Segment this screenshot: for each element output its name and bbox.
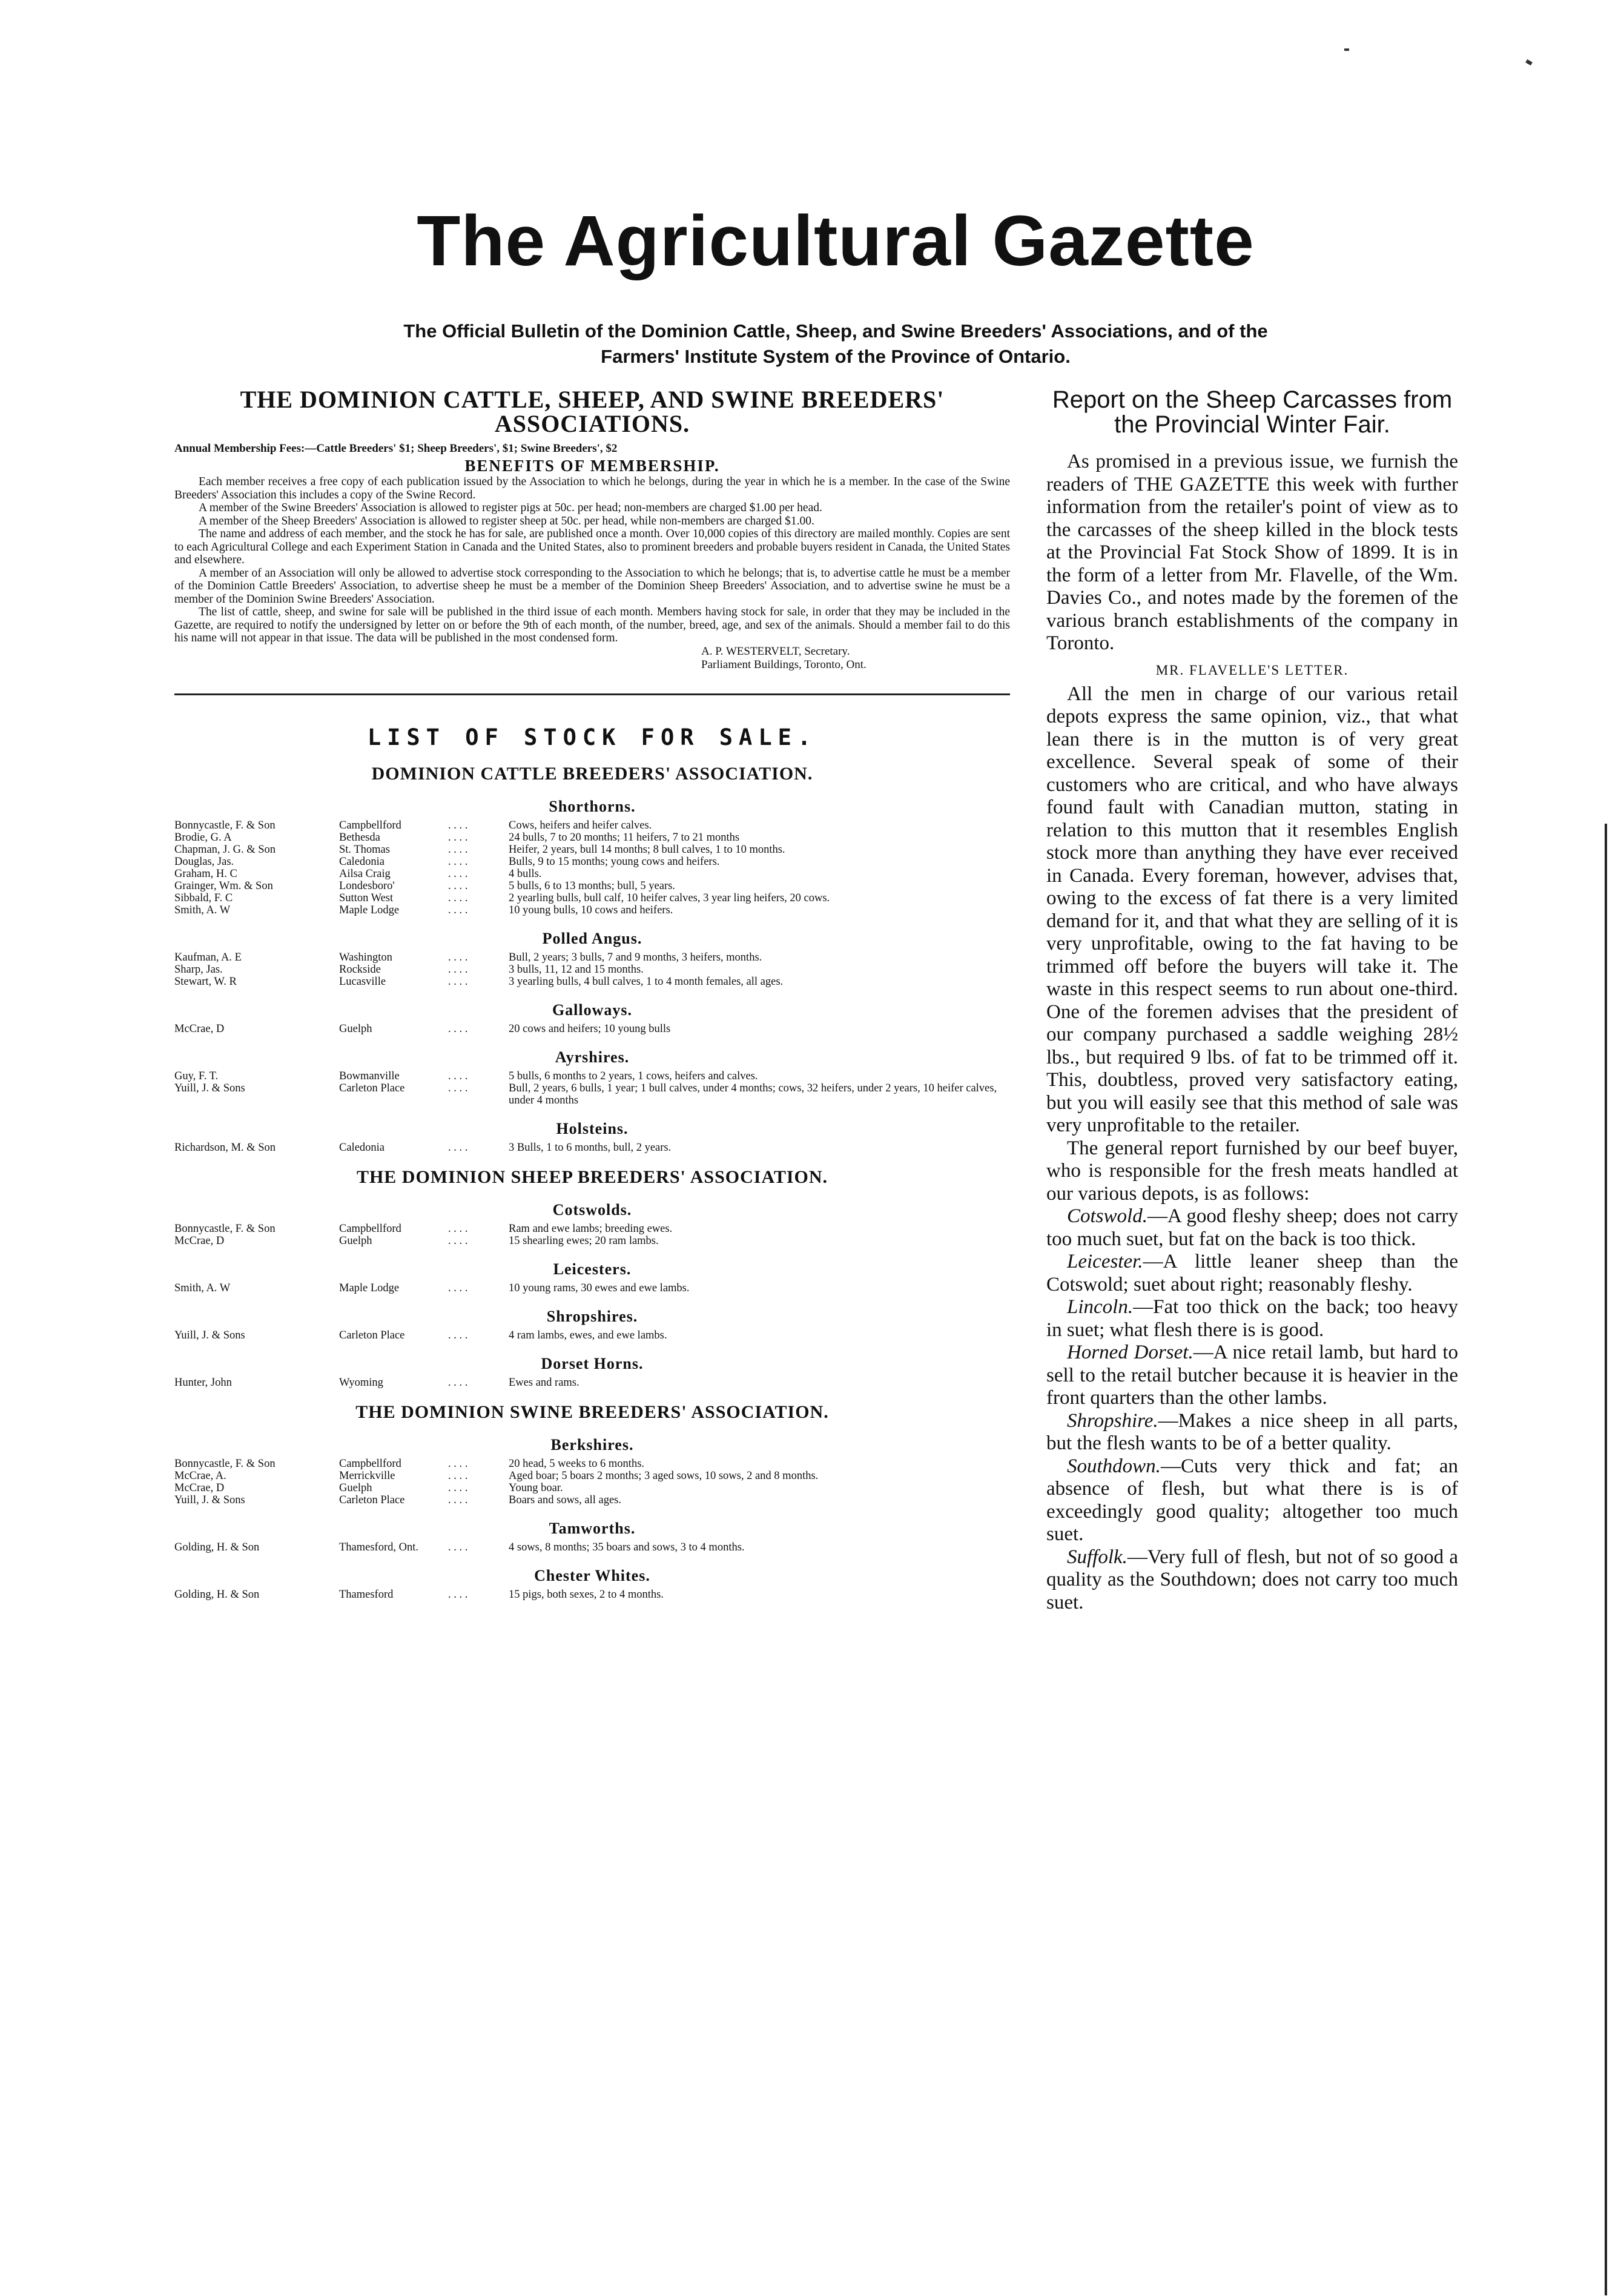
stock-description: Bull, 2 years, 6 bulls, 1 year; 1 bull calves, under 4 months; cows, 32 heifers, under 2 years, 10 heifer calves, under 4 months — [509, 1082, 997, 1107]
leader-dots: . . . . — [448, 879, 468, 892]
leader-dots: . . . . — [448, 855, 468, 868]
stock-description: Cows, heifers and heifer calves. — [509, 819, 652, 832]
town-name: Carleton Place — [339, 1082, 405, 1094]
town-name: Guelph — [339, 1022, 372, 1035]
stock-description: 20 head, 5 weeks to 6 months. — [509, 1457, 645, 1470]
breed-heading: Cotswolds. — [552, 1200, 632, 1219]
stock-description: 4 bulls. — [509, 867, 542, 880]
stock-row — [174, 1070, 1010, 1082]
breeder-name: McCrae, D — [174, 1234, 225, 1247]
stock-description: 15 shearling ewes; 20 ram lambs. — [509, 1234, 659, 1247]
breeder-name: Golding, H. & Son — [174, 1588, 260, 1601]
breed-note-text: —Very full of flesh, but not of so good a quality as the Southdown; does not carry too much suet. — [1046, 1546, 1458, 1613]
stock-description: 3 bulls, 11, 12 and 15 months. — [509, 963, 644, 976]
stock-row — [174, 819, 1010, 832]
breeder-name: Bonnycastle, F. & Son — [174, 1222, 276, 1235]
masthead-subtitle: The Official Bulletin of the Dominion Cattle, Sheep, and Swine Breeders' Associations, and of the Farmers' Institute System of the Province of Ontario. — [403, 320, 1268, 367]
town-name: Carleton Place — [339, 1329, 405, 1342]
breeder-name: Yuill, J. & Sons — [174, 1494, 245, 1506]
stock-description: 10 young rams, 30 ewes and ewe lambs. — [509, 1282, 690, 1294]
town-name: Campbellford — [339, 819, 401, 832]
breeder-name: McCrae, A. — [174, 1469, 226, 1482]
breed-heading: Shropshires. — [546, 1307, 638, 1325]
stock-row — [174, 868, 1010, 880]
breed-heading: Holsteins. — [556, 1119, 629, 1137]
stock-description: Heifer, 2 years, bull 14 months; 8 bull calves, 1 to 10 months. — [509, 843, 785, 856]
stock-row — [174, 964, 1010, 976]
breed-note-name: Leicester. — [1067, 1251, 1143, 1272]
town-name: Campbellford — [339, 1222, 401, 1235]
benefits-paragraph: Each member receives a free copy of each publication issued by the Association to which he belongs, during the year in which he is a member. In the case of the Swine Breeders' Association this includes a copy of the Swine Record. — [174, 475, 1010, 501]
benefits-paragraph: The list of cattle, sheep, and swine for sale will be published in the third issue of each month. Members having stock for sale, in order that they may be included in the Gazette, are required to notify the undersigned by letter on or before the 9th of each month, of the number, breed, age, and sex of the animals. Should a member fail to do this his name will not appear in that issue. The data will be published in the most condensed form. — [174, 606, 1010, 644]
stock-description: Boars and sows, all ages. — [509, 1494, 621, 1506]
article-intro: As promised in a previous issue, we furnish the readers of THE GAZETTE this week with further information from the retailer's point of view as to the carcasses of the sheep killed in the block tests at the Provincial Fat Stock Show of 1899. It is in the form of a letter from Mr. Flavelle, of the Wm. Davies Co., and notes made by the foremen of the various branch establishments of the company in Toronto. — [1046, 451, 1458, 654]
town-name: Thamesford, Ont. — [339, 1541, 419, 1553]
breed-note-text: —A little leaner sheep than the Cotswold; suet about right; reasonably fleshy. — [1046, 1251, 1458, 1295]
leader-dots: . . . . — [448, 1329, 468, 1342]
breeder-name: Guy, F. T. — [174, 1070, 219, 1082]
stock-description: Aged boar; 5 boars 2 months; 3 aged sows, 10 sows, 2 and 8 months. — [509, 1469, 819, 1482]
stock-description: 2 yearling bulls, bull calf, 10 heifer calves, 3 year ling heifers, 20 cows. — [509, 892, 830, 904]
benefits-heading: BENEFITS OF MEMBERSHIP. — [464, 457, 720, 475]
breed-heading: Shorthorns. — [549, 797, 636, 815]
breeder-name: Hunter, John — [174, 1376, 232, 1389]
leader-dots: . . . . — [448, 1022, 468, 1035]
breed-heading: Chester Whites. — [534, 1566, 650, 1584]
breed-note — [1046, 1410, 1458, 1455]
leader-dots: . . . . — [448, 1457, 468, 1470]
stock-row — [174, 1470, 1010, 1482]
breed-note-name: Southdown. — [1067, 1455, 1161, 1477]
town-name: Campbellford — [339, 1457, 401, 1470]
breeder-name: Richardson, M. & Son — [174, 1141, 276, 1154]
breeder-name: Sharp, Jas. — [174, 963, 223, 976]
stock-row — [174, 951, 1010, 964]
breed-note-name: Suffolk. — [1067, 1546, 1127, 1568]
stock-row — [174, 1458, 1010, 1470]
newspaper-title: The Agricultural Gazette — [417, 201, 1255, 281]
leader-dots: . . . . — [448, 1082, 468, 1094]
breed-note — [1046, 1205, 1458, 1251]
town-name: Guelph — [339, 1481, 372, 1494]
secretary-address: Parliament Buildings, Toronto, Ont. — [701, 658, 867, 671]
left-column — [174, 388, 1010, 1601]
stock-list-title: LIST OF STOCK FOR SALE. — [367, 724, 817, 750]
stock-row — [174, 976, 1010, 988]
leader-dots: . . . . — [448, 975, 468, 988]
association-section-heading: THE DOMINION SWINE BREEDERS' ASSOCIATION. — [355, 1401, 829, 1422]
breeder-name: Brodie, G. A — [174, 831, 232, 844]
breed-note-text: —Makes a nice sheep in all parts, but the flesh wants to be of a better quality. — [1046, 1409, 1458, 1454]
breeder-name: Grainger, Wm. & Son — [174, 879, 273, 892]
stock-description: 3 yearling bulls, 4 bull calves, 1 to 4 month females, all ages. — [509, 975, 784, 988]
benefits-paragraph: A member of the Swine Breeders' Association is allowed to register pigs at 50c. per head; non-members are charged $1.00 per head. — [199, 501, 822, 514]
association-section-heading: DOMINION CATTLE BREEDERS' ASSOCIATION. — [371, 763, 813, 784]
leader-dots: . . . . — [448, 1541, 468, 1553]
stock-row — [174, 904, 1010, 916]
town-name: Maple Lodge — [339, 1282, 400, 1294]
breed-heading: Berkshires. — [550, 1435, 634, 1454]
town-name: Bethesda — [339, 831, 380, 844]
town-name: Thamesford — [339, 1588, 394, 1601]
masthead — [182, 200, 1490, 369]
breed-note-text: —A good fleshy sheep; does not carry too much suet, but fat on the back is too thick. — [1046, 1205, 1458, 1250]
breed-note — [1046, 1342, 1458, 1410]
breed-note — [1046, 1251, 1458, 1296]
letter-heading: MR. FLAVELLE'S LETTER. — [1155, 662, 1349, 678]
stock-description: Bull, 2 years; 3 bulls, 7 and 9 months, 3 heifers, months. — [509, 951, 762, 964]
stock-row — [174, 1329, 1010, 1342]
breeder-name: Golding, H. & Son — [174, 1541, 260, 1553]
stock-row — [174, 1082, 1010, 1107]
benefits-paragraph: A member of an Association will only be allowed to advertise stock corresponding to the Association to which he belongs; that is, to advertise cattle he must be a member of the Dominion Cattle Breeders' Association, to advertise sheep he must be a member of the Dominion Sheep Breeders' Association, and to advertise swine he must be a member of the Dominion Swine Breeders' Association. — [174, 566, 1010, 606]
leader-dots: . . . . — [448, 1481, 468, 1494]
breed-notes — [1046, 1205, 1458, 1614]
breed-note-text: —Fat too thick on the back; too heavy in suet; what flesh there is is good. — [1046, 1296, 1458, 1341]
leader-dots: . . . . — [448, 1141, 468, 1154]
town-name: Maple Lodge — [339, 904, 400, 916]
stock-description: Ram and ewe lambs; breeding ewes. — [509, 1222, 673, 1235]
breed-note — [1046, 1546, 1458, 1615]
stock-row — [174, 1142, 1010, 1154]
speck-mark — [1525, 59, 1533, 65]
breeder-name: Graham, H. C — [174, 867, 237, 880]
breed-note-name: Horned Dorset. — [1067, 1342, 1193, 1363]
stock-description: Young boar. — [509, 1481, 563, 1494]
breeder-name: Smith, A. W — [174, 1282, 231, 1294]
town-name: Carleton Place — [339, 1494, 405, 1506]
stock-description: 4 sows, 8 months; 35 boars and sows, 3 to 4 months. — [509, 1541, 745, 1553]
leader-dots: . . . . — [448, 831, 468, 844]
leader-dots: . . . . — [448, 892, 468, 904]
stock-description: Bulls, 9 to 15 months; young cows and heifers. — [509, 855, 720, 868]
breed-heading: Ayrshires. — [555, 1048, 630, 1066]
stock-description: Ewes and rams. — [509, 1376, 579, 1389]
breeder-name: Stewart, W. R — [174, 975, 237, 988]
stock-row — [174, 1235, 1010, 1247]
breeder-name: Chapman, J. G. & Son — [174, 843, 276, 856]
stock-row — [174, 1494, 1010, 1506]
stock-row — [174, 1541, 1010, 1553]
stock-description: 10 young bulls, 10 cows and heifers. — [509, 904, 673, 916]
leader-dots: . . . . — [448, 904, 468, 916]
stock-description: 3 Bulls, 1 to 6 months, bull, 2 years. — [509, 1141, 672, 1154]
leader-dots: . . . . — [448, 951, 468, 964]
stock-row — [174, 892, 1010, 904]
stock-row — [174, 856, 1010, 868]
stock-row — [174, 880, 1010, 892]
stock-row — [174, 1377, 1010, 1389]
town-name: Lucasville — [339, 975, 386, 988]
stock-row — [174, 1482, 1010, 1494]
stock-description: 5 bulls, 6 to 13 months; bull, 5 years. — [509, 879, 675, 892]
town-name: Merrickville — [339, 1469, 395, 1482]
leader-dots: . . . . — [448, 819, 468, 832]
leader-dots: . . . . — [448, 1376, 468, 1389]
stock-row — [174, 1223, 1010, 1235]
leader-dots: . . . . — [448, 1282, 468, 1294]
breed-heading: Leicesters. — [553, 1260, 632, 1278]
page-edge-line — [1605, 824, 1607, 2295]
letter-paragraph: All the men in charge of our various retail depots express the same opinion, viz., that what lean there is in the mutton is of very great excellence. Several speak of some of their customers who are critical, and who have always found fault with Canadian mutton, stating in relation to this mutton that it resembles English stock more than anything they have ever received in Canada. Every foreman, however, advises that, owing to the excess of fat there is a very limited demand for it, and that what they are selling of it is very unprofitable, owing to the fat having to be trimmed off before the buyers will take it. The waste in this respect seems to run about one-third. One of the foremen advises that the president of our company purchased a saddle weighing 28½ lbs., but required 9 lbs. of fat to be trimmed off it. This, doubtless, proved very satisfactory eating, but you will easily see that this method of sale was very unprofitable to the retailer. — [1046, 683, 1458, 1136]
benefits-text — [174, 475, 1010, 645]
stock-row — [174, 844, 1010, 856]
leader-dots: . . . . — [448, 1234, 468, 1247]
breed-note — [1046, 1296, 1458, 1342]
leader-dots: . . . . — [448, 867, 468, 880]
stock-description: 4 ram lambs, ewes, and ewe lambs. — [509, 1329, 667, 1342]
breeder-name: McCrae, D — [174, 1481, 225, 1494]
breed-note — [1046, 1455, 1458, 1546]
divider-rule — [174, 693, 1010, 695]
breed-heading: Dorset Horns. — [541, 1354, 644, 1372]
article-title: Report on the Sheep Carcasses from the Provincial Winter Fair. — [1052, 386, 1453, 438]
breeder-name: Kaufman, A. E — [174, 951, 242, 964]
membership-fees: Annual Membership Fees:—Cattle Breeders' $1; Sheep Breeders', $1; Swine Breeders', $2 — [174, 442, 618, 455]
leader-dots: . . . . — [448, 1494, 468, 1506]
breed-heading: Galloways. — [552, 1001, 633, 1019]
breed-note-text: —Cuts very thick and fat; an absence of flesh, but what there is is of exceedingly good quality; altogether too much suet. — [1046, 1455, 1458, 1545]
town-name: Bowmanville — [339, 1070, 400, 1082]
leader-dots: . . . . — [448, 963, 468, 976]
letter-paragraph: The general report furnished by our beef buyer, who is responsible for the fresh meats handled at our various depots, is as follows: — [1046, 1137, 1458, 1205]
breeder-name: Smith, A. W — [174, 904, 231, 916]
breed-heading: Tamworths. — [549, 1519, 636, 1537]
leader-dots: . . . . — [448, 1469, 468, 1482]
breeder-name: Bonnycastle, F. & Son — [174, 819, 276, 832]
stock-row — [174, 1282, 1010, 1294]
town-name: Caledonia — [339, 855, 385, 868]
breed-heading: Polled Angus. — [542, 929, 642, 947]
association-section-heading: THE DOMINION SHEEP BREEDERS' ASSOCIATION. — [356, 1166, 828, 1187]
breeder-name: Bonnycastle, F. & Son — [174, 1457, 276, 1470]
right-column — [1046, 388, 1458, 1614]
secretary-name: A. P. WESTERVELT, Secretary. — [701, 644, 850, 658]
stock-row — [174, 1589, 1010, 1601]
breeder-name: Sibbald, F. C — [174, 892, 233, 904]
breed-note-text: —A nice retail lamb, but hard to sell to the retail butcher because it is heavier in the front quarters than the other lambs. — [1046, 1342, 1459, 1409]
town-name: Ailsa Craig — [339, 867, 391, 880]
town-name: Guelph — [339, 1234, 372, 1247]
associations-heading: THE DOMINION CATTLE, SHEEP, AND SWINE BREEDERS' ASSOCIATIONS. — [240, 386, 945, 437]
town-name: Washington — [339, 951, 392, 964]
breeder-name: Yuill, J. & Sons — [174, 1082, 245, 1094]
town-name: Rockside — [339, 963, 381, 976]
breed-note-name: Shropshire. — [1067, 1409, 1158, 1432]
stock-row — [174, 1023, 1010, 1035]
town-name: Caledonia — [339, 1141, 385, 1154]
town-name: Londesboro' — [339, 879, 395, 892]
leader-dots: . . . . — [448, 1222, 468, 1235]
breed-note-name: Lincoln. — [1067, 1296, 1134, 1318]
breeder-name: Douglas, Jas. — [174, 855, 234, 868]
breeder-name: McCrae, D — [174, 1022, 225, 1035]
leader-dots: . . . . — [448, 1070, 468, 1082]
leader-dots: . . . . — [448, 1588, 468, 1601]
town-name: Wyoming — [339, 1376, 383, 1389]
stock-row — [174, 832, 1010, 844]
stock-description: 24 bulls, 7 to 20 months; 11 heifers, 7 to 21 months — [509, 831, 740, 844]
breed-note-name: Cotswold. — [1067, 1205, 1147, 1227]
speck-mark — [1344, 48, 1349, 51]
town-name: Sutton West — [339, 892, 394, 904]
benefits-paragraph: A member of the Sheep Breeders' Association is allowed to register sheep at 50c. per head, while non-members are charged $1.00. — [199, 514, 814, 528]
stock-description: 15 pigs, both sexes, 2 to 4 months. — [509, 1588, 664, 1601]
town-name: St. Thomas — [339, 843, 390, 856]
benefits-paragraph: The name and address of each member, and the stock he has for sale, are published once a month. Over 10,000 copies of this directory are mailed monthly. Copies are sent to each Agricultural College and each Experiment Station in Canada and the United States, also to prominent breeders and probable buyers resident in Canada, the United States and elsewhere. — [174, 528, 1010, 566]
breeder-name: Yuill, J. & Sons — [174, 1329, 245, 1342]
stock-description: 20 cows and heifers; 10 young bulls — [509, 1022, 671, 1035]
stock-description: 5 bulls, 6 months to 2 years, 1 cows, heifers and calves. — [509, 1070, 758, 1082]
stock-list — [174, 764, 1010, 1601]
leader-dots: . . . . — [448, 843, 468, 856]
